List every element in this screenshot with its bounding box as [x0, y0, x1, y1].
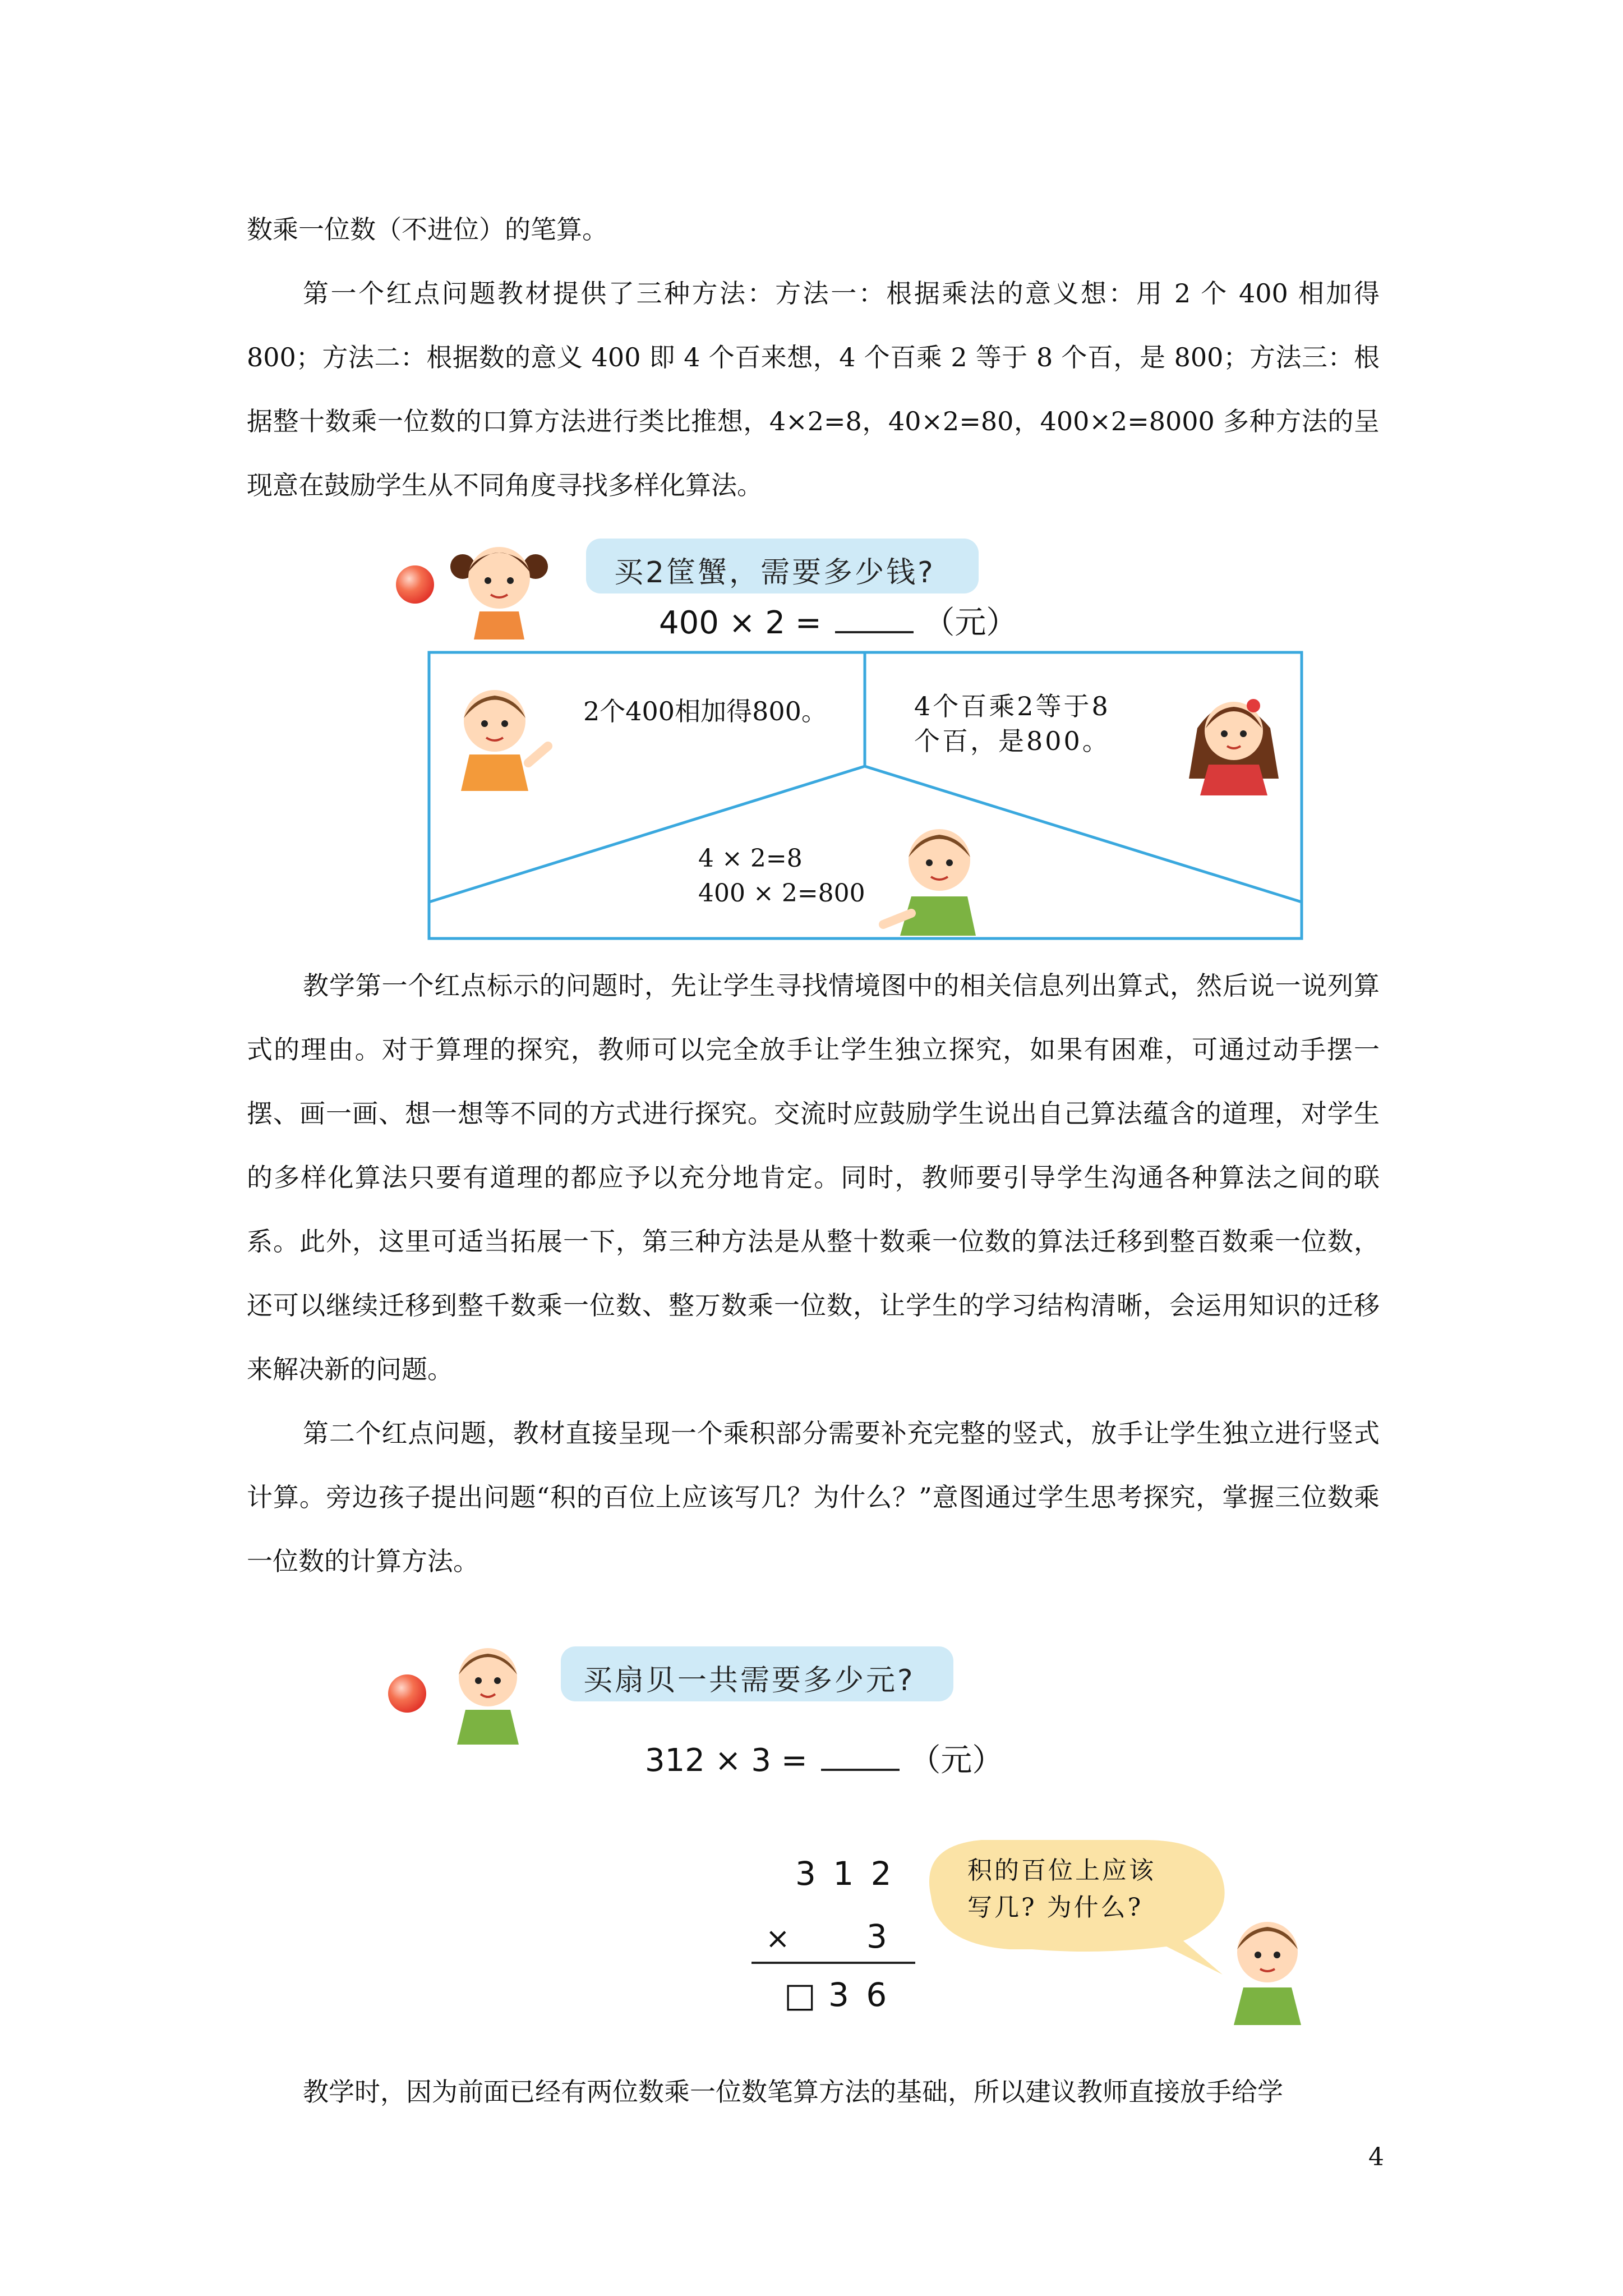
vertical-rule — [751, 1962, 915, 1964]
equation-1 — [659, 598, 1017, 643]
girl-red-icon — [1175, 683, 1293, 795]
paragraph-5: 教学时，因为前面已经有两位数乘一位数笔算方法的基础，所以建议教师直接放手给学 — [303, 2077, 1283, 2107]
method-2-line-2: 个百，是800。 — [914, 726, 1110, 756]
method-3-line-1: 4 × 2=8 — [698, 844, 803, 873]
method-1-text: 2个400相加得800。 — [583, 696, 827, 726]
method-frame — [427, 651, 1303, 940]
boy-orange-icon — [444, 679, 556, 791]
unit-2: （元） — [909, 1742, 1004, 1779]
question-bubble-2 — [561, 1646, 953, 1701]
boy-green-icon — [443, 1638, 533, 1745]
method-2-text — [914, 689, 1110, 758]
thought-line-1: 积的百位上应该 — [967, 1856, 1156, 1885]
product-digits: 3 6 — [828, 1976, 891, 2014]
red-dot-icon — [396, 565, 434, 604]
method-3-line-2: 400 × 2=800 — [698, 879, 865, 908]
answer-blank-1 — [835, 631, 914, 633]
product-box: □ — [784, 1976, 816, 2015]
paragraph-3: 教学第一个红点标示的问题时，先让学生寻找情境图中的相关信息列出算式，然后说一说列算式的理由。对于算理的探究，教师可以完全放手让学生独立探究，如果有困难，可通过动手摆一摆、画一画、想一想等不同的方式进行探究。交流时应鼓励学生说出自己算法蕴含的道理，对学生的多样化算法只要有道理的都应予以充分地肯定。同时，教师要引导学生沟通各种算法之间的联系。此外，这里可适当拓展一下，第三种方法是从整十数乘一位数的算法迁移到整百数乘一位数，还可以继续迁移到整千数乘一位数、整万数乘一位数，让学生的学习结构清晰，会运用知识的迁移来解决新的问题。 — [247, 970, 1380, 1384]
thought-text — [967, 1852, 1156, 1926]
paragraph-4: 第二个红点问题，教材直接呈现一个乘积部分需要补充完整的竖式，放手让学生独立进行竖式计算。旁边孩子提出问题“积的百位上应该写几？为什么？”意图通过学生思考探究，掌握三位数乘一位数的计算方法。 — [247, 1418, 1380, 1576]
times-sign: × — [766, 1922, 790, 1955]
girl-pigtails-icon — [446, 533, 552, 639]
method-2-line-1: 4个百乘2等于8 — [914, 691, 1110, 721]
equation-1-left: 400 × 2 = — [659, 605, 822, 641]
boy-thinking-icon — [1220, 1910, 1315, 2025]
question-bubble-1 — [586, 539, 979, 593]
answer-blank-2 — [821, 1769, 900, 1771]
paragraph-1: 数乘一位数（不进位）的笔算。 — [247, 214, 608, 245]
thought-line-2: 写几? 为什么? — [967, 1893, 1144, 1922]
equation-2 — [645, 1736, 1003, 1780]
unit-1: （元） — [923, 605, 1018, 641]
boy-green-icon — [878, 818, 990, 936]
red-dot-icon — [388, 1674, 426, 1713]
multiplier: 3 — [866, 1917, 887, 1955]
method-3-text — [698, 841, 865, 911]
page-number: 4 — [1368, 2143, 1384, 2171]
question-text-1: 买2筐蟹，需要多少钱? — [614, 556, 935, 590]
paragraph-2: 第一个红点问题教材提供了三种方法：方法一：根据乘法的意义想：用 2 个 400 相加得 800；方法二：根据数的意义 400 即 4 个百来想，4 个百乘 2 等于 8 个百，是 800；方法三：根据整十数乘一位数的口算方法进行类比推想，4×2=8，40×2=80，400×2=8000 多种方法的呈现意在鼓励学生从不同角度寻找多样化算法。 — [247, 278, 1380, 500]
question-text-2: 买扇贝一共需要多少元? — [583, 1664, 915, 1697]
equation-2-left: 312 × 3 = — [645, 1742, 808, 1779]
multiplicand: 3 1 2 — [795, 1855, 895, 1893]
